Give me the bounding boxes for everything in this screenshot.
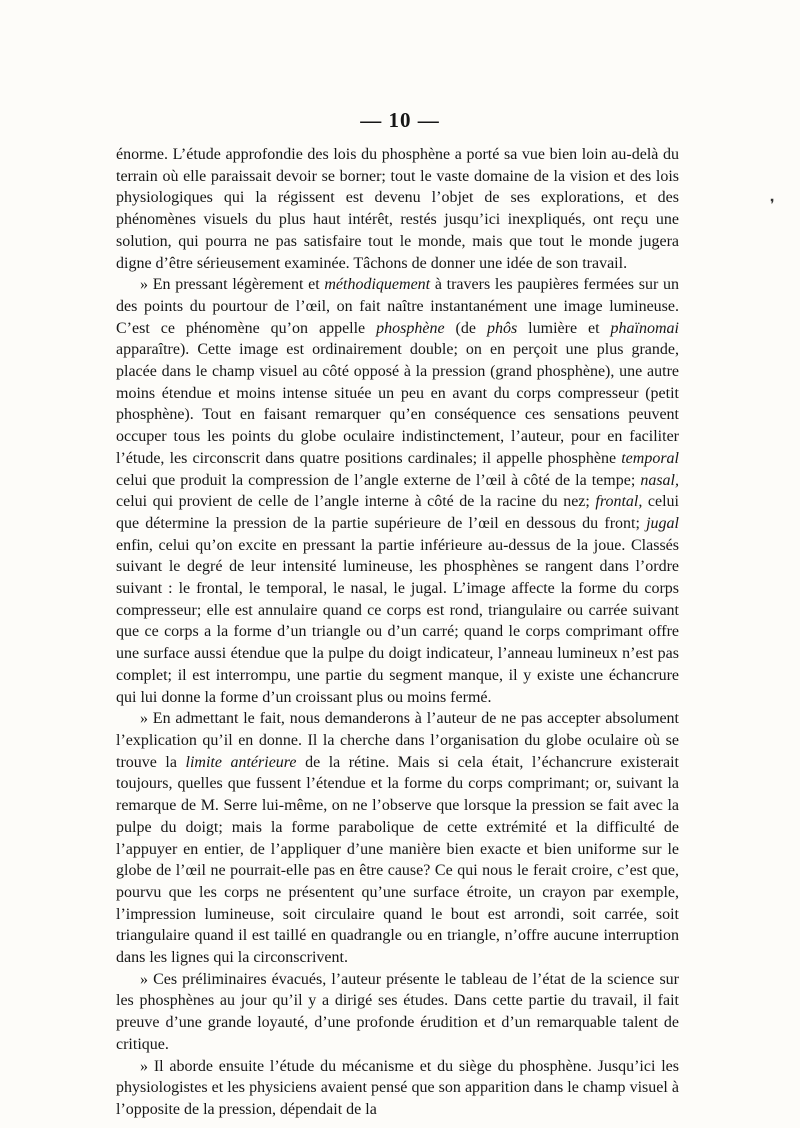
italic-term: jugal [646,514,679,532]
italic-term: méthodiquement [324,276,431,294]
italic-term: limite antérieure [185,753,297,771]
text-segment: (de [444,319,487,337]
text-segment: celui que produit la compression de l’angle externe de l’œil à côté de la tempe; [116,471,641,489]
text-segment: » En pressant légèrement et [140,276,325,294]
page-number: — 10 — [360,108,440,132]
italic-term: frontal, [595,493,643,511]
italic-term: nasal, [640,471,679,489]
text-segment: enfin, celui qu’on excite en pressant la partie inférieure au-dessus de la joue. Classés suivant le degré de leur intensité lumineuse, les phosphènes se rangent dans l’ordre suivant : le frontal, le temporal, le nasal, le jugal. L’image affecte la forme du corps compresseur; elle est annulaire quand ce corps est rond, triangulaire ou carrée suivant que ce corps a la forme d’un triangle ou d’un carré; quand le corps comprimant offre une surface aussi étendue que la pulpe du doigt indicateur, l’anneau lumineux n’est pas complet; il est interrompu, une partie du segment manque, il y existe une échancrure qui lui donne la forme d’un croissant plus ou moins fermé. [116,536,679,706]
text-segment: lumière et [517,319,611,337]
paragraph [116,144,679,274]
margin-mark: ❜ [770,198,775,213]
italic-term: temporal [621,449,679,467]
text-segment: » Ces préliminaires évacués, l’auteur présente le tableau de l’état de la science sur les phosphènes au jour qu’il y a dirigé ses études. Dans cette partie du travail, il fait preuve d’une grande loyauté, d’une profonde érudition et d’un remarquable talent de critique. [116,970,679,1053]
paragraph [116,708,679,968]
paragraph [116,1056,679,1121]
text-segment: » En admettant le fait, nous demanderons à l’auteur de ne pas accepter absolument l’explication qu’il en donne. Il la cherche dans l’organisation du globe oculaire où se trouve la [116,710,679,771]
text-segment: » Il aborde ensuite l’étude du mécanisme et du siège du phosphène. Jusqu’ici les physiologistes et les physiciens avaient pensé que son apparition dans le champ visuel à l’opposite de la pression, dépendait de la [116,1057,679,1118]
paragraph [116,274,679,708]
italic-term: phaïnomai [610,319,679,337]
text-segment: celui que détermine la pression de la partie supérieure de l’œil en dessous du front; [116,493,679,532]
body-text [116,144,679,1121]
italic-term: phosphène [376,319,445,337]
text-segment: celui qui provient de celle de l’angle interne à côté de la racine du nez; [116,493,596,511]
italic-term: phôs [486,319,518,337]
text-segment: énorme. L’étude approfondie des lois du phosphène a porté sa vue bien loin au-delà du terrain où elle paraissait devoir se borner; tout le vaste domaine de la vision et des lois physiologiques qui la régissent est devenu l’objet de ses explorations, et des phénomènes visuels du plus haut intérêt, restés jusqu’ici inexpliqués, ont reçu une solution, qui pourra ne pas satisfaire tout le monde, mais que tout le monde jugera digne d’être sérieusement examinée. Tâchons de donner une idée de son travail. [116,146,679,272]
text-segment: à travers les paupières fermées sur un des points du pourtour de l’œil, on fait naître instantanément une image lumineuse. C’est ce phénomène qu’on appelle [116,276,679,337]
text-segment: apparaître). Cette image est ordinairement double; on en perçoit une plus grande, placée dans le champ visuel au côté opposé à la pression (grand phosphène), une autre moins étendue et moins intense située un peu en avant du corps compresseur (petit phosphène). Tout en faisant remarquer qu’en conséquence ces sensations peuvent occuper tous les points du globe oculaire indistinctement, l’auteur, pour en faciliter l’étude, les circonscrit dans quatre positions cardinales; il appelle phosphène [116,341,679,467]
text-segment: de la rétine. Mais si cela était, l’échancrure existerait toujours, quelles que fussent l’étendue et la forme du corps comprimant; or, suivant la remarque de M. Serre lui-même, on ne l’observe que lorsque la pression se fait avec la pulpe du doigt; mais la forme parabolique de cette extrémité et la difficulté de l’appuyer en entier, de l’appliquer d’une manière bien exacte et bien uniforme sur le globe de l’œil ne pourrait-elle pas en être cause? Ce qui nous le ferait croire, c’est que, pourvu que les corps ne présentent qu’une surface étroite, un crayon par exemple, l’impression lumineuse, soit circulaire quand le bout est arrondi, soit carrée, soit triangulaire quand il est taillé en quadrangle ou en triangle, n’offre aucune interruption dans les lignes qui la circonscrivent. [116,753,679,967]
paragraph [116,969,679,1056]
